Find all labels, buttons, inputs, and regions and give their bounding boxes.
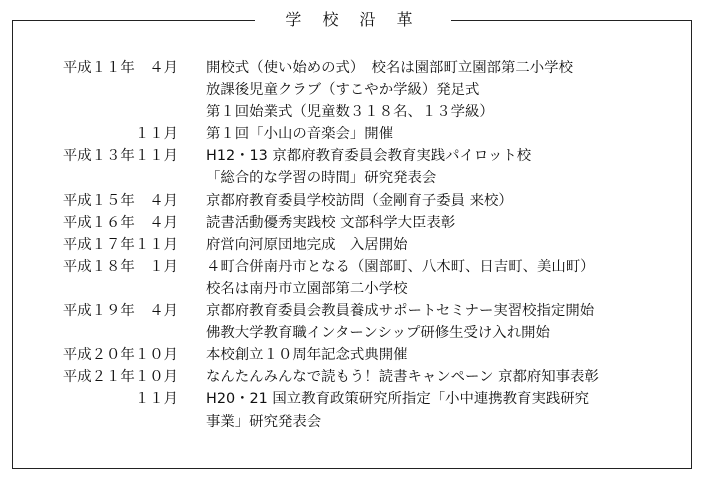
history-event: 読書活動優秀実践校 文部科学大臣表彰: [206, 214, 456, 231]
history-event: 「総合的な学習の時間」研究発表会: [206, 170, 437, 187]
history-event: 京都府教育委員会教員養成サポートセミナー実習校指定開始: [206, 303, 595, 320]
history-event: H20・21 国立教育政策研究所指定「小中連携教育実践研究: [206, 391, 590, 408]
history-row: [38, 79, 678, 101]
history-date: 平成１７年１１月: [62, 236, 178, 253]
history-date: 平成１５年 ４月: [62, 192, 178, 209]
title-wrap: [0, 9, 706, 31]
history-row: [38, 256, 678, 278]
history-row: [38, 101, 678, 123]
history-table: [38, 57, 678, 433]
history-event: 第１回始業式（児童数３１８名、１３学級）: [206, 104, 494, 121]
history-event: 府営向河原団地完成 入居開始: [206, 236, 408, 253]
history-date: 平成１１年 ４月: [62, 60, 178, 76]
history-date: 平成１６年 ４月: [62, 214, 178, 231]
history-row: [38, 344, 678, 366]
history-event: なんたんみんなで読もう！読書キャンペーン 京都府知事表彰: [206, 369, 599, 386]
history-row: [38, 145, 678, 167]
history-row: [38, 57, 678, 79]
history-row: [38, 278, 678, 300]
history-row: [38, 388, 678, 410]
history-event: 第１回「小山の音楽会」開催: [206, 126, 394, 143]
history-date: 平成１８年 １月: [62, 258, 178, 275]
page-title: 学 校 沿 革: [255, 9, 450, 31]
history-date: 平成１３年１１月: [62, 148, 178, 165]
history-row: [38, 123, 678, 145]
history-event: 校名は南丹市立園部第二小学校: [206, 280, 408, 297]
history-event: 事業」研究発表会: [206, 413, 322, 430]
history-date: 平成１９年 ４月: [62, 303, 178, 320]
history-event: 放課後児童クラブ（すこやか学級）発足式: [206, 82, 480, 99]
history-row: [38, 190, 678, 212]
history-date: 平成２１年１０月: [62, 369, 178, 386]
history-row: [38, 167, 678, 189]
history-row: [38, 411, 678, 433]
history-event: H12・13 京都府教育委員会教育実践パイロット校: [206, 148, 532, 165]
history-event: 京都府教育委員学校訪問（金剛育子委員 来校）: [206, 192, 513, 209]
history-row: [38, 234, 678, 256]
history-date: １１月: [134, 126, 178, 143]
history-date: 平成２０年１０月: [62, 347, 178, 364]
history-row: [38, 366, 678, 388]
history-row: [38, 300, 678, 322]
history-event: 本校創立１０周年記念式典開催: [206, 347, 408, 364]
history-row: [38, 212, 678, 234]
history-event: 開校式（使い始めの式） 校名は園部町立園部第二小学校: [206, 60, 573, 76]
history-date: １１月: [134, 391, 178, 408]
history-event: ４町合併南丹市となる（園部町、八木町、日吉町、美山町）: [206, 258, 595, 275]
history-row: [38, 322, 678, 344]
history-event: 佛教大学教育職インターンシップ研修生受け入れ開始: [206, 325, 550, 342]
